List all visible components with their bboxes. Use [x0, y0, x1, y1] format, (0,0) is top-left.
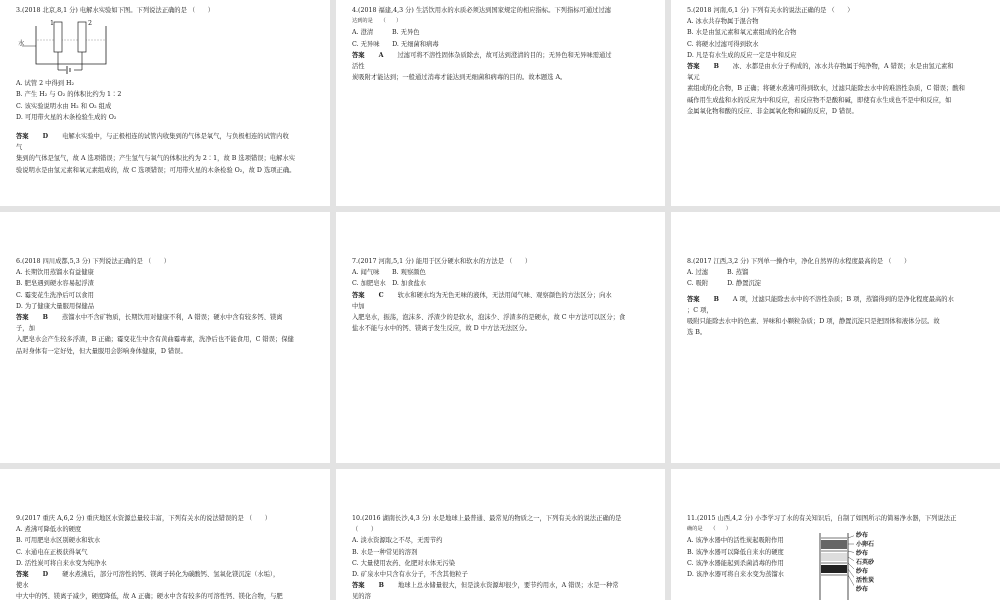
question-card-3 — [0, 0, 330, 206]
filter-layer-labels — [856, 531, 874, 594]
option-row: C. 无异味 D. 无细菌和病毒 — [352, 40, 439, 48]
question-card-6 — [0, 212, 330, 463]
explanation-line: 电解水实验中，与正极相连的试管内收集到的气体是氧气，与负极相连的试管内收 — [62, 133, 289, 141]
option-c: C. 该实验说明水由 H₂ 和 O₂ 组成 — [16, 102, 112, 110]
explanation-line: ；C 项， — [687, 306, 713, 314]
answer-label: 答案 — [687, 295, 700, 303]
explanation-line: 品对身体有一定好处，但大量服用会影响身体健康，D 错误。 — [16, 347, 187, 355]
option-row: C. 吸附 D. 静置沉淀 — [687, 280, 762, 288]
explanation-line: 吸附只能除去水中的色素、异味和小颗粒杂质；D 项，静置沉淀只是把固体和液体分层。故 — [687, 318, 940, 326]
explanation-line: 过滤可将不溶性固体杂质除去，故可达到澄清的目的；无异色和无异味需通过 — [397, 51, 612, 59]
answer-line — [16, 312, 314, 323]
answer-line — [352, 50, 649, 61]
layer-label: 纱布 — [856, 550, 869, 557]
option-b: B. 该净水器可以降低自来水的硬度 — [687, 548, 784, 556]
question-card-11 — [671, 469, 1000, 600]
option-d: D. 活性炭可将自来水变为纯净水 — [16, 559, 107, 567]
electrolysis-apparatus-diagram — [16, 18, 126, 78]
option-row: A. 澄清 B. 无异色 — [352, 29, 420, 37]
answer-key: D — [42, 133, 49, 141]
explanation-line: 素组成的化合物，B 正确；将硬水煮沸可得到软水，过滤只能除去水中的难溶性杂质，C 错误；酸和 — [687, 85, 965, 93]
explanation-line: 气 — [16, 144, 23, 152]
question-stem: 10.(2016 湖南长沙,4,3 分) 水是地球上最普通、最常见的物质之一，下列有关水的说法正确的是 — [352, 515, 622, 522]
layer-label: 小卵石 — [856, 541, 875, 548]
explanation-line: 氧元 — [687, 74, 700, 82]
answer-label: 答案 — [16, 133, 29, 141]
answer-key: B — [713, 63, 719, 71]
layer-label: 纱布 — [856, 532, 869, 539]
option-a: A. 冰水共存物属于混合物 — [687, 18, 759, 26]
option-c: C. 将硬水过滤可得到软水 — [687, 40, 759, 48]
answer-label: 答案 — [352, 51, 365, 59]
option-a: A. 煮沸可降低水的硬度 — [16, 526, 82, 534]
explanation-line: 子，加 — [16, 325, 35, 333]
answer-label: 答案 — [16, 314, 29, 322]
option-d: D. 矿泉水中只含有水分子，不含其他粒子 — [352, 571, 468, 579]
answer-line — [352, 290, 649, 301]
explanation-line: 碱作用生成盐和水的反应为中和反应，若反应物不是酸和碱，即使有水生成也不是中和反应，如 — [687, 96, 952, 104]
question-stem: 5.(2018 河南,6,1 分) 下列有关水的说法正确的是 （ ） — [687, 7, 854, 14]
option-d: D. 可用带火星的木条检验生成的 O₂ — [16, 113, 117, 121]
answer-key: C — [378, 291, 384, 299]
option-b: B. 水是一种常见的溶剂 — [352, 548, 418, 556]
option-c: C. 该净水器能起到杀菌消毒的作用 — [687, 559, 784, 567]
question-stem: 11.(2015 山西,4,2 分) 小李学习了水的有关知识后，自制了如图所示的简易净水器，下列说法正 — [687, 515, 957, 522]
option-row: A. 闻气味 B. 观察颜色 — [352, 269, 426, 277]
answer-line — [687, 294, 984, 305]
explanation-line: 中大中的钙、镁离子减少，硬度降低，故 A 正确；硬水中含有较多的可溶性钙、镁化合物，与肥 — [16, 593, 283, 600]
question-card-7 — [336, 212, 665, 463]
option-b: B. 水是由氢元素和氧元素组成的化合物 — [687, 29, 797, 37]
electrolysis-figure — [16, 18, 314, 78]
option-b: B. 肥皂遇到硬水容易起浮渣 — [16, 280, 94, 288]
option-b: B. 产生 H₂ 与 O₂ 的体积比约为 1∶2 — [16, 91, 122, 99]
answer-line — [16, 131, 314, 142]
layer-label: 活性炭 — [856, 577, 875, 584]
question-stem: 3.(2018 北京,8,1 分) 电解水实验如下图。下列说法正确的是 （ ） — [16, 7, 215, 14]
option-a: A. 该净水器中的活性炭起吸附作用 — [687, 537, 784, 545]
explanation-line: 选 B。 — [687, 329, 707, 337]
option-row: A. 过滤 B. 蒸馏 — [687, 269, 749, 277]
explanation-line: 盐水不能与水中的钙、镁离子发生反应，故 D 中方法无法区分。 — [352, 325, 532, 333]
layer-label: 纱布 — [856, 586, 869, 593]
question-stem-cont: 确的是 （ ） — [687, 526, 732, 533]
answer-key: B — [378, 582, 384, 590]
answer-line — [16, 569, 314, 580]
explanation-line: 验说明水是由氢元素和氧元素组成的，故 C 选项错误；可用带火星的木条检验 O₂，故 D 选项正确。 — [16, 166, 296, 174]
water-filter-figure — [814, 531, 904, 600]
option-c: C. 水通电在正极获得氧气 — [16, 548, 88, 556]
water-filter-diagram — [814, 531, 854, 600]
layer-label: 石英砂 — [856, 559, 875, 566]
question-stem-cont: （ ） — [352, 526, 378, 534]
answer-label: 答案 — [352, 582, 365, 590]
question-stem: 9.(2017 重庆 A,6,2 分) 重庆地区水资源总量较丰富，下列有关水的说法错误的是 （ ） — [16, 515, 272, 522]
explanation-line: A 项，过滤只能除去水中的不溶性杂质；B 项，蒸馏得到的是净化程度最高的水 — [732, 295, 954, 303]
option-d: D. 为了健康大量服用保健品 — [16, 302, 95, 310]
explanation-line: 使水 — [16, 582, 29, 590]
question-stem: 8.(2017 江西,3,2 分) 下列单一操作中，净化自然界的水程度最高的是 （ ） — [687, 258, 911, 265]
option-c: C. 霉变花生洗净后可以食用 — [16, 291, 94, 299]
answer-label: 答案 — [16, 571, 29, 579]
explanation-line: 硬水煮沸后，部分可溶性的钙、镁离子转化为碳酸钙、氢氧化镁沉淀（水垢）， — [62, 571, 280, 579]
answer-key: B — [713, 295, 719, 303]
answer-key: A — [378, 51, 384, 59]
explanation-line: 金属氧化物和酸的反应、非金属氧化物和碱的反应，D 错误。 — [687, 107, 858, 115]
explanation-line: 中加 — [352, 302, 365, 310]
question-card-10 — [336, 469, 665, 600]
question-stem: 6.(2018 四川成都,5,3 分) 下列说法正确的是 （ ） — [16, 258, 171, 265]
explanation-line: 软水和硬水均为无色无味的液体，无法用闻气味、观察颜色的方法区分；向水 — [397, 291, 612, 299]
question-card-8 — [671, 212, 1000, 463]
explanation-line: 活性 — [352, 63, 365, 71]
question-card-4 — [336, 0, 665, 206]
question-stem-cont: 达到的是 （ ） — [352, 18, 402, 25]
question-stem: 7.(2017 河南,5,1 分) 能用于区分硬水和软水的方法是 （ ） — [352, 258, 532, 265]
option-a: A. 试管 2 中得到 H₂ — [16, 80, 75, 88]
option-row: C. 加肥皂水 D. 加食盐水 — [352, 280, 427, 288]
explanation-line: 入肥皂水，振荡，泡沫多、浮渣少的是软水，泡沫少、浮渣多的是硬水，故 C 中方法可以区分；食 — [352, 314, 626, 322]
question-card-5 — [671, 0, 1000, 206]
tube-2-label: 2 — [88, 20, 93, 28]
tube-1-label: 1 — [50, 20, 55, 28]
layer-label: 纱布 — [856, 568, 869, 575]
explanation-line: 入肥皂水会产生较多浮渣，B 正确；霉变花生中含有黄曲霉毒素，洗净后也不能食用，C 错误；保健 — [16, 336, 294, 344]
option-a: A. 淡水资源取之不尽，无需节约 — [352, 537, 443, 545]
question-card-9 — [0, 469, 330, 600]
answer-key: B — [42, 314, 48, 322]
answer-line — [352, 580, 649, 591]
answer-key: D — [42, 571, 49, 579]
option-d: D. 该净水器可将自来水变为蒸馏水 — [687, 571, 784, 579]
answer-label: 答案 — [352, 291, 365, 299]
explanation-line: 冰、水都是由水分子构成的，冰水共存物属于纯净物，A 错误；水是由氢元素和 — [732, 63, 954, 71]
option-d: D. 凡是有水生成的反应一定是中和反应 — [687, 51, 797, 59]
water-label: 水 — [18, 40, 25, 48]
answer-label: 答案 — [687, 63, 700, 71]
explanation-line: 集到的气体是氢气，故 A 选项错误；产生氢气与氧气的体积比约为 2∶1，故 B 选项错误；电解水实 — [16, 155, 296, 163]
explanation-line: 见的溶 — [352, 593, 371, 600]
option-a: A. 长期饮用蒸馏水有益健康 — [16, 269, 94, 277]
answer-line — [687, 61, 984, 72]
explanation-line: 炭吸附才能达到；一般通过消毒才能达到无细菌和病毒的目的。故本题选 A。 — [352, 74, 567, 82]
option-c: C. 大量使用农药、化肥对水体无污染 — [352, 559, 456, 567]
explanation-line: 地球上总水储量很大，但是淡水资源却很少，要节约用水，A 错误；水是一种常 — [397, 582, 619, 590]
option-b: B. 可用肥皂水区别硬水和软水 — [16, 537, 101, 545]
question-stem: 4.(2018 福建,4,3 分) 生活饮用水的水质必须达到国家规定的相应指标。下列指标可通过过滤 — [352, 7, 612, 14]
explanation-line: 蒸馏水中不含矿物质，长期饮用对健康不利，A 错误；硬水中含有较多钙、镁离 — [61, 314, 283, 322]
